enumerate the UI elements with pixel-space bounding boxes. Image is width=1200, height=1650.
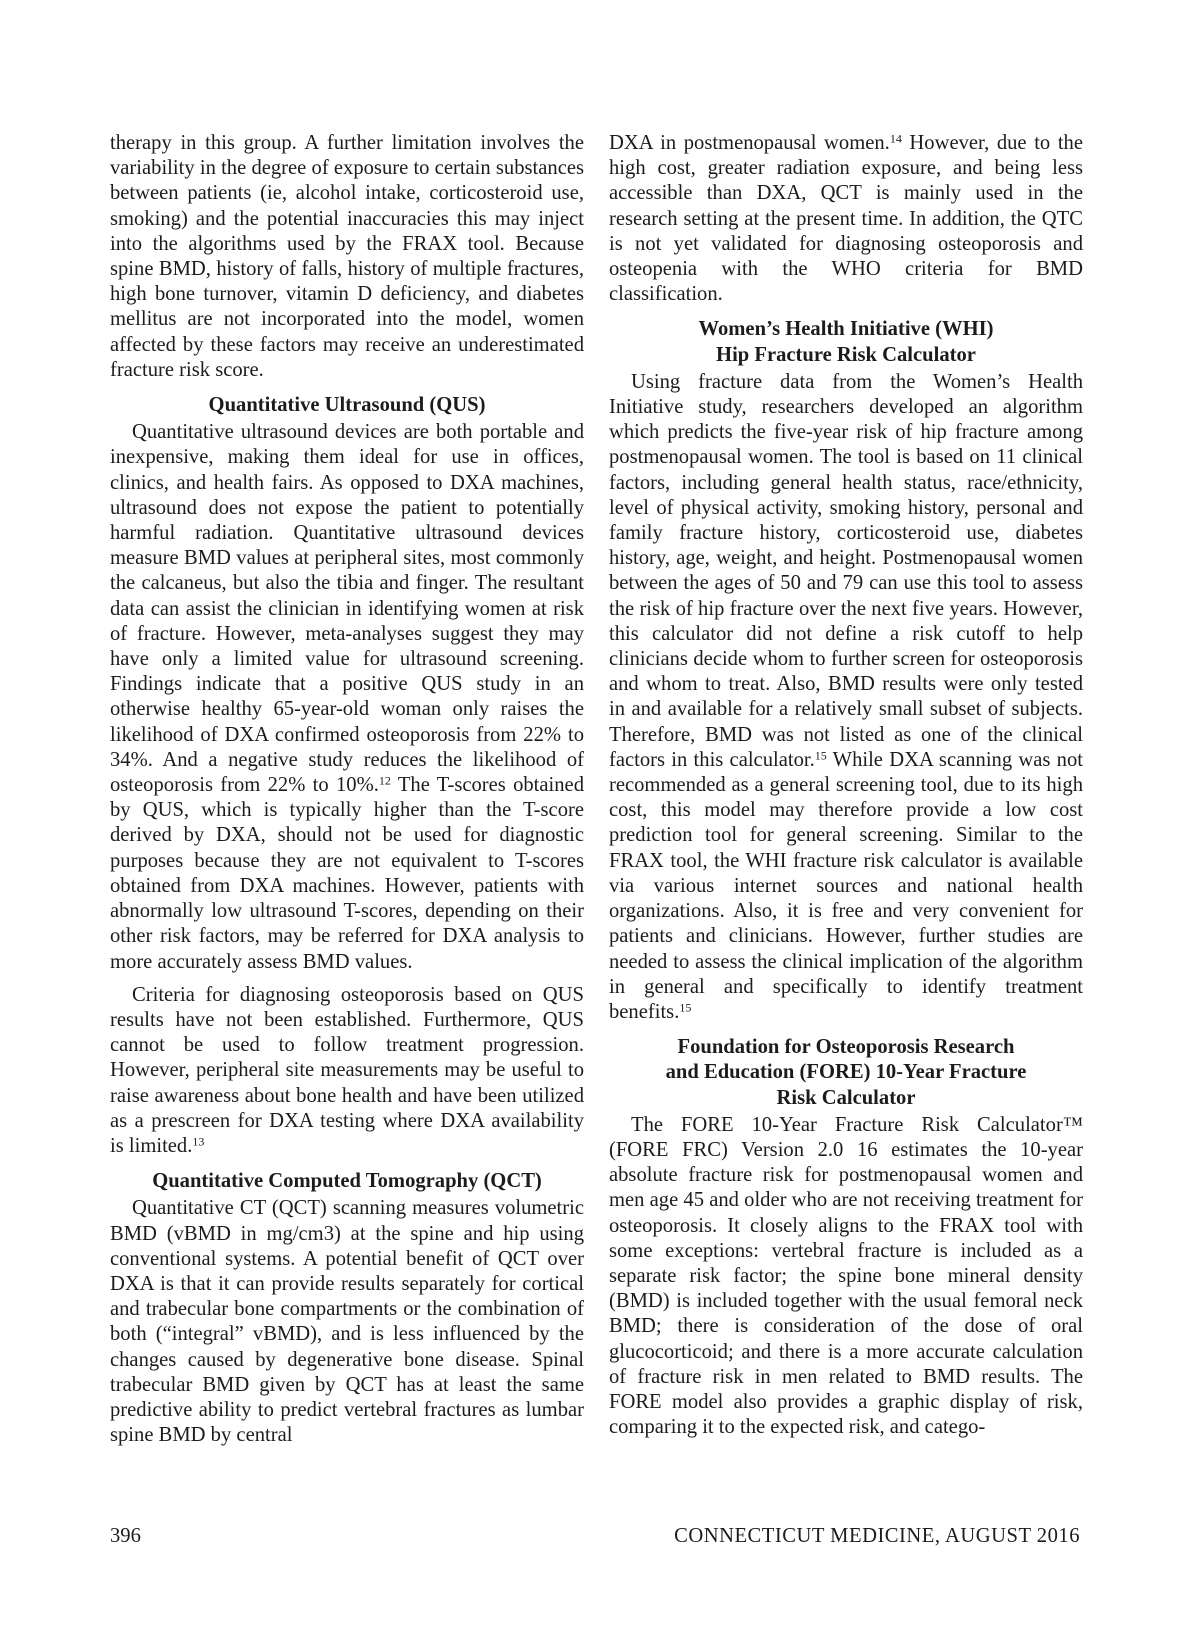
- paragraph-frax-limitations: therapy in this group. A further limitation involves the variability in the degree of exposure to certain substances between patients (ie, alcohol intake, corticosteroid use, smoking) and the potential inaccuracies this may inject into the algorithms used by the FRAX tool. Because spine BMD, history of falls, history of multiple fractures, high bone turnover, vitamin D deficiency, and diabetes mellitus are not incorporated into the model, women affected by these factors may receive an underestimated fracture risk score.: [110, 132, 584, 381]
- heading-line: Hip Fracture Risk Calculator: [716, 343, 976, 366]
- paragraph-fore-calculator: The FORE 10-Year Fracture Risk Calculator™ (FORE FRC) Version 2.0 16 estimates the 10-year absolute fracture risk for postmenopausal women and men age 45 and older who are not receiving treatment for osteoporosis. It closely aligns to the FRAX tool with some exceptions: vertebral fracture is included as a separate risk factor; the spine bone mineral density (BMD) is included together with the usual femoral neck BMD; there is consideration of the dose of oral glucocorticoid; and there is a more accurate calculation of fracture risk in men related to BMD results. The FORE model also provides a graphic display of risk, comparing it to the expected risk, and catego-: [609, 1113, 1083, 1439]
- citation-ref: 15: [679, 1000, 692, 1015]
- paragraph-whi-calculator: [609, 370, 1083, 1025]
- citation-ref: 14: [889, 131, 902, 146]
- citation-ref: 13: [192, 1134, 205, 1149]
- paragraph-text: Using fracture data from the Women’s Health Initiative study, researchers developed an algorithm which predicts the five-year risk of hip fracture among postmenopausal women. The tool is based on 11 clinical factors, including general health status, race/ethnicity, level of physical activity, smoking history, personal and family fracture history, corticosteroid use, diabetes history, age, weight, and height. Postmenopausal women between the ages of 50 and 79 can use this tool to assess the risk of hip fracture over the next five years. However, this calculator did not define a risk cutoff to help clinicians decide whom to further screen for osteoporosis and whom to treat. Also, BMD results were only tested in and available for a relatively small subset of subjects. Therefore, BMD was not listed as one of the clinical factors in this calculator.: [609, 370, 1083, 771]
- paragraph-text: Criteria for diagnosing osteoporosis based on QUS results have not been established. Furthermore, QUS cannot be used to follow treatment progression. However, peripheral site measurements may be useful to raise awareness about bone health and have been utilized as a prescreen for DXA testing where DXA availability is limited.: [110, 983, 584, 1157]
- heading-line: and Education (FORE) 10-Year Fracture: [665, 1061, 1027, 1084]
- heading-fore: [609, 1035, 1083, 1111]
- heading-qct: Quantitative Computed Tomography (QCT): [152, 1170, 542, 1193]
- paragraph-qus-criteria: [110, 983, 584, 1159]
- paragraph-qct-continued: [609, 131, 1083, 307]
- heading-qus: Quantitative Ultrasound (QUS): [208, 394, 486, 417]
- heading-line: Risk Calculator: [776, 1086, 916, 1109]
- paragraph-qct-overview: Quantitative CT (QCT) scanning measures volumetric BMD (vBMD in mg/cm3) at the spine and hip using conventional systems. A potential benefit of QCT over DXA is that it can provide results separately for cortical and trabecular bone compartments or the combination of both (“integral” vBMD), and is less influenced by the changes caused by degenerative bone disease. Spinal trabecular BMD given by QCT has at least the same predictive ability to predict vertebral fractures as lumbar spine BMD by central: [110, 1197, 584, 1447]
- heading-line: Foundation for Osteoporosis Research: [677, 1036, 1015, 1059]
- paragraph-text: However, due to the high cost, greater radiation exposure, and being less accessible than DXA, QCT is mainly used in the research setting at the present time. In addition, the QTC is not yet validated for diagnosing osteoporosis and osteopenia with the WHO criteria for BMD classification.: [609, 132, 1083, 306]
- page-number: 396: [110, 1525, 141, 1547]
- heading-whi: [609, 317, 1083, 367]
- citation-ref: 12: [378, 773, 391, 788]
- heading-line: Women’s Health Initiative (WHI): [698, 318, 994, 341]
- paragraph-qus-overview: [110, 420, 584, 974]
- paragraph-text: While DXA scanning was not recommended as a general screening tool, due to its high cost, this model may therefore provide a low cost prediction tool for general screening. Similar to the FRAX tool, the WHI fracture risk calculator is available via various internet sources and national health organizations. Also, it is free and very convenient for patients and clinicians. However, further studies are needed to assess the clinical implication of the algorithm in general and specifically to identify treatment benefits.: [609, 748, 1083, 1023]
- journal-footer: CONNECTICUT MEDICINE, AUGUST 2016: [674, 1525, 1080, 1547]
- paragraph-text: DXA in postmenopausal women.: [609, 132, 890, 154]
- left-column: [110, 131, 584, 1448]
- paragraph-text: The T-scores obtained by QUS, which is typically higher than the T-score derived by DXA, should not be used for diagnostic purposes because they are not equivalent to T-scores obtained from DXA machines. However, patients with abnormally low ultrasound T-scores, depending on their other risk factors, may be referred for DXA analysis to more accurately assess BMD values.: [110, 774, 584, 973]
- paragraph-text: Quantitative ultrasound devices are both portable and inexpensive, making them ideal for use in offices, clinics, and health fairs. As opposed to DXA machines, ultrasound does not expose the patient to potentially harmful radiation. Quantitative ultrasound devices measure BMD values at peripheral sites, most commonly the calcaneus, but also the tibia and finger. The resultant data can assist the clinician in identifying women at risk of fracture. However, meta-analyses suggest they may have only a limited value for ultrasound screening. Findings indicate that a positive QUS study in an otherwise healthy 65-year-old woman only raises the likelihood of DXA confirmed osteoporosis from 22% to 34%. And a negative study reduces the likelihood of osteoporosis from 22% to 10%.: [110, 421, 584, 797]
- citation-ref: 15: [814, 748, 827, 763]
- right-column: [609, 131, 1083, 1440]
